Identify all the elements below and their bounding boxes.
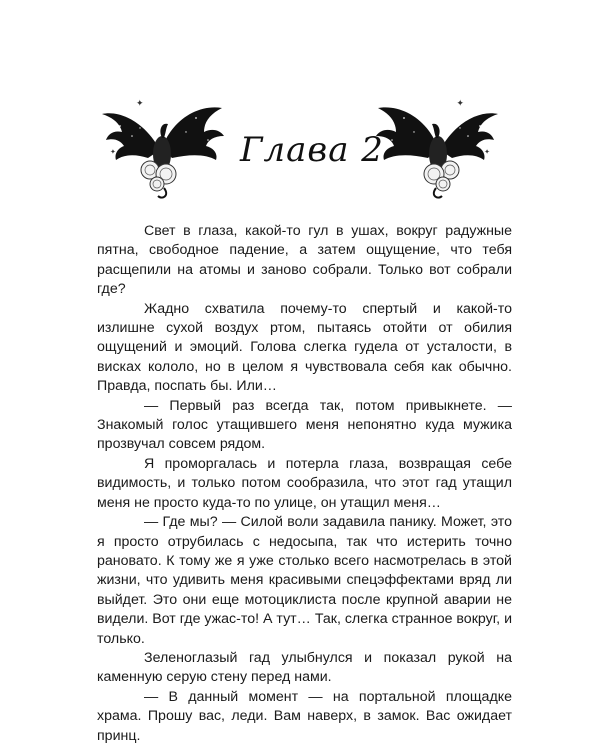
svg-text:✦: ✦ xyxy=(484,149,490,156)
dragon-rose-ornament-left xyxy=(100,92,230,202)
svg-text:✦: ✦ xyxy=(136,98,144,108)
chapter-header xyxy=(0,92,600,202)
paragraph: Я проморгалась и потерла глаза, возвращая себе видимость, и только потом сообразила, что этот гад утащил меня не просто куда-то по улице, он утащил меня… xyxy=(97,455,512,511)
paragraph: — В данный момент — на портальной площадке храма. Прошу вас, леди. Вам наверх, в замок. Вас ожидает принц. xyxy=(97,688,512,744)
paragraph: Свет в глаза, какой-то гул в ушах, вокруг радужные пятна, свободное падение, а затем ощущение, что тебя расщепили на атомы и заново собрали. Только вот собрали где? xyxy=(97,223,512,298)
svg-text:✦: ✦ xyxy=(110,149,116,156)
paragraph: Жадно схватила почему-то спертый и какой-то излишне сухой воздух ртом, пытаясь отойти от обилия ощущений и эмоций. Голова слегка гудела от усталости, в висках кололо, но в целом я чувствовала себя как обычно. Правда, поспать бы. Или… xyxy=(97,300,512,395)
chapter-body xyxy=(97,222,512,746)
chapter-title: Глава 2 xyxy=(240,130,384,170)
paragraph: — Где мы? — Силой воли задавила панику. Может, это я просто отрубилась с недосыпа, так что истерить точно рановато. К тому же я уже столько всего насмотрелась в этой жизни, что удивить меня красивыми спецэффектами вряд ли выйдет. Это они еще мотоциклиста после крупной аварии не видели. Вот где ужас-то! А тут… Так, слегка странное вокруг, и только. xyxy=(97,514,512,647)
svg-text:✦: ✦ xyxy=(456,98,464,108)
paragraph: — Первый раз всегда так, потом привыкнете. — Знакомый голос утащившего меня непонятно куда мужика прозвучал совсем рядом. xyxy=(97,397,512,453)
dragon-rose-ornament-right xyxy=(370,92,500,202)
paragraph: Зеленоглазый гад улыбнулся и показал рукой на каменную серую стену перед нами. xyxy=(97,649,512,686)
